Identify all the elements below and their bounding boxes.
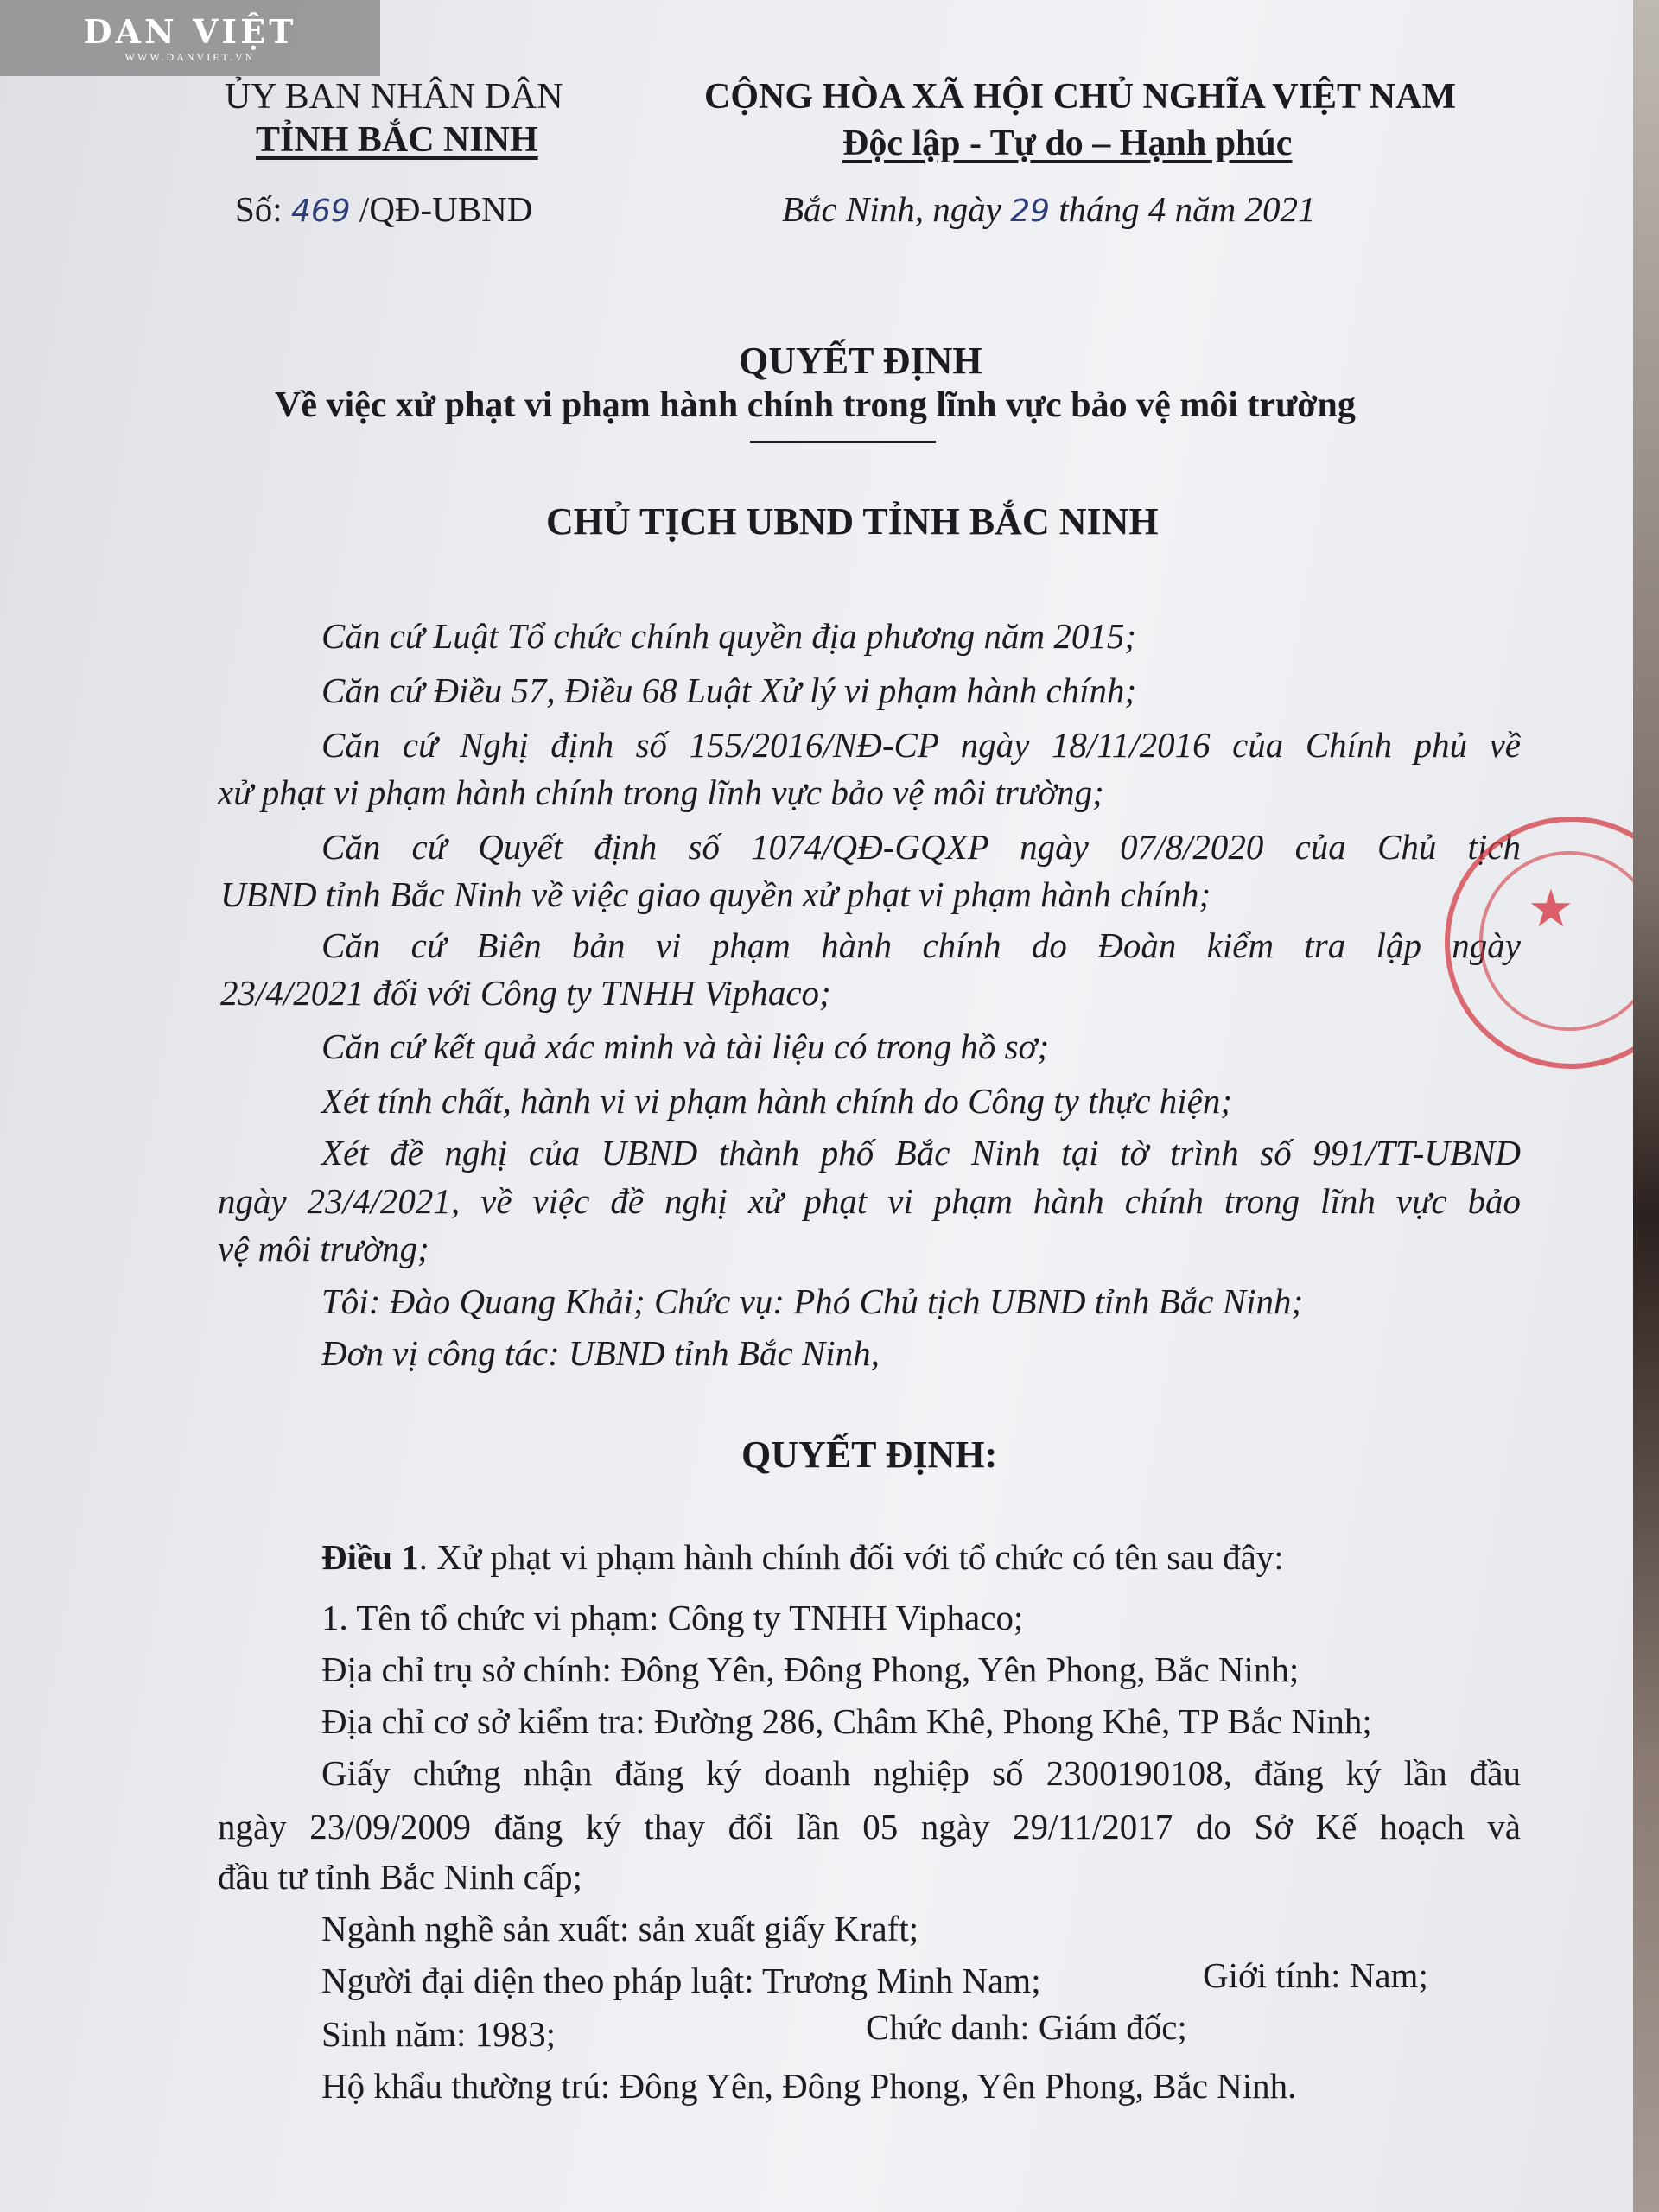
basis-line: Căn cứ Nghị định số 155/2016/NĐ-CP ngày 18/11/2016 của Chính phủ về xyxy=(321,725,1521,765)
issuer-line2: TỈNH BẮC NINH xyxy=(256,120,538,160)
basis-line: ngày 23/4/2021, về việc đề nghị xử phạt vi phạm hành chính trong lĩnh vực bảo xyxy=(218,1181,1521,1221)
article-line: Sinh năm: 1983; xyxy=(321,2014,556,2054)
logo-site: WWW.DANVIET.VN xyxy=(124,51,256,63)
article-line: Ngành nghề sản xuất: sản xuất giấy Kraft; xyxy=(321,1909,919,1948)
basis-line: 23/4/2021 đối với Công ty TNHH Viphaco; xyxy=(220,973,831,1013)
photo-edge-background xyxy=(1633,0,1659,2212)
doc-date: Bắc Ninh, ngày 29 tháng 4 năm 2021 xyxy=(782,189,1316,229)
basis-line: vệ môi trường; xyxy=(218,1229,429,1268)
article-line: ngày 23/09/2009 đăng ký thay đổi lần 05 ngày 29/11/2017 do Sở Kế hoạch và xyxy=(218,1807,1521,1847)
national-title: CỘNG HÒA XÃ HỘI CHỦ NGHĨA VIỆT NAM xyxy=(704,77,1457,117)
danviet-watermark-logo xyxy=(0,0,380,76)
decision-title: QUYẾT ĐỊNH xyxy=(739,340,982,382)
basis-line: Xét tính chất, hành vi vi phạm hành chính do Công ty thực hiện; xyxy=(321,1081,1233,1121)
basis-line: UBND tỉnh Bắc Ninh về việc giao quyền xử phạt vi phạm hành chính; xyxy=(220,874,1211,914)
basis-line: xử phạt vi phạm hành chính trong lĩnh vực bảo vệ môi trường; xyxy=(218,772,1104,812)
article-line: 1. Tên tổ chức vi phạm: Công ty TNHH Viphaco; xyxy=(321,1598,1024,1637)
basis-line: Căn cứ Điều 57, Điều 68 Luật Xử lý vi phạm hành chính; xyxy=(321,671,1137,710)
basis-line: Căn cứ kết quả xác minh và tài liệu có trong hồ sơ; xyxy=(321,1027,1050,1066)
article-line: Địa chỉ trụ sở chính: Đông Yên, Đông Phong, Yên Phong, Bắc Ninh; xyxy=(321,1649,1300,1689)
article-1-label: Điều 1 xyxy=(321,1537,419,1577)
article-line: đầu tư tỉnh Bắc Ninh cấp; xyxy=(218,1857,582,1897)
article-1-heading: Điều 1. Xử phạt vi phạm hành chính đối với tổ chức có tên sau đây: xyxy=(321,1537,1284,1577)
handwritten-number: 469 xyxy=(290,194,351,229)
authority-heading: CHỦ TỊCH UBND TỈNH BẮC NINH xyxy=(546,500,1159,543)
decision-heading: QUYẾT ĐỊNH: xyxy=(741,1433,998,1476)
decision-subject: Về việc xử phạt vi phạm hành chính trong lĩnh vực bảo vệ môi trường xyxy=(275,385,1356,425)
issuer-line1: ỦY BAN NHÂN DÂN xyxy=(225,77,563,117)
seal-star-icon: ★ xyxy=(1528,880,1574,938)
basis-line: Căn cứ Biên bản vi phạm hành chính do Đoàn kiểm tra lập ngày xyxy=(321,925,1521,965)
article-line: Hộ khẩu thường trú: Đông Yên, Đông Phong, Yên Phong, Bắc Ninh. xyxy=(321,2066,1297,2106)
article-line: Địa chỉ cơ sở kiểm tra: Đường 286, Châm Khê, Phong Khê, TP Bắc Ninh; xyxy=(321,1701,1372,1741)
article-line: Giới tính: Nam; xyxy=(1203,1955,1428,1995)
handwritten-day: 29 xyxy=(1010,194,1050,229)
basis-line: Căn cứ Luật Tổ chức chính quyền địa phương năm 2015; xyxy=(321,616,1137,656)
article-line: Giấy chứng nhận đăng ký doanh nghiệp số 2300190108, đăng ký lần đầu xyxy=(321,1753,1521,1793)
article-line: Chức danh: Giám đốc; xyxy=(866,2007,1187,2047)
basis-line: Căn cứ Quyết định số 1074/QĐ-GQXP ngày 07/8/2020 của Chủ tịch xyxy=(321,827,1521,867)
signer-unit-line: Đơn vị công tác: UBND tỉnh Bắc Ninh, xyxy=(321,1333,880,1373)
signer-line: Tôi: Đào Quang Khải; Chức vụ: Phó Chủ tịch UBND tỉnh Bắc Ninh; xyxy=(321,1281,1304,1321)
article-line: Người đại diện theo pháp luật: Trương Minh Nam; xyxy=(321,1961,1041,2000)
title-rule xyxy=(750,441,936,443)
national-motto: Độc lập - Tự do – Hạnh phúc xyxy=(842,124,1293,163)
basis-line: Xét đề nghị của UBND thành phố Bắc Ninh tại tờ trình số 991/TT-UBND xyxy=(321,1133,1521,1173)
doc-number: Số: 469 /QĐ-UBND xyxy=(235,189,533,229)
logo-name: DAN VIỆT xyxy=(83,12,297,51)
